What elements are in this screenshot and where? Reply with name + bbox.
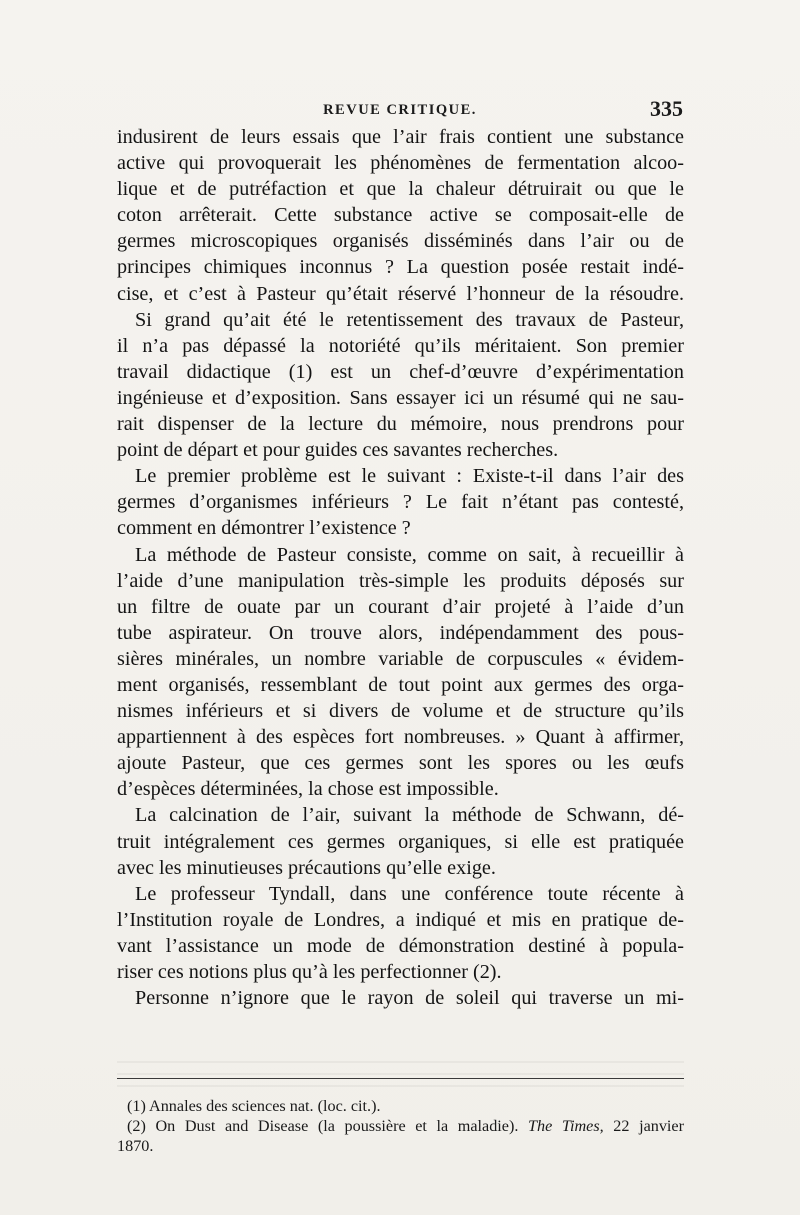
text-line: active qui provoquerait les phénomènes de fermentation alcoo- <box>117 152 684 175</box>
text-line: point de départ et pour guides ces savantes recherches. <box>117 439 559 462</box>
bleed-through-line <box>117 1085 684 1087</box>
page-header <box>117 96 683 120</box>
footnotes <box>117 1096 684 1156</box>
footnote-2-text: (2) On Dust and Disease (la poussière et la maladie). <box>127 1117 529 1135</box>
page-number: 335 <box>650 96 683 121</box>
footnote-2 <box>117 1116 684 1136</box>
text-line: l’aide d’une manipulation très-simple les produits déposés sur <box>117 569 684 592</box>
footnote-2-continuation: 1870. <box>117 1137 154 1155</box>
text-line: cise, et c’est à Pasteur qu’était réservé l’honneur de la résoudre. <box>117 282 684 305</box>
footnote-separator <box>117 1078 684 1079</box>
footnote-1: (1) Annales des sciences nat. (loc. cit.). <box>127 1097 381 1115</box>
running-head: REVUE CRITIQUE. <box>323 102 477 118</box>
text-line: rait dispenser de la lecture du mémoire, nous prendrons pour <box>117 413 684 436</box>
text-line: riser ces notions plus qu’à les perfectionner (2). <box>117 961 502 983</box>
text-line: d’espèces déterminées, la chose est impossible. <box>117 778 499 801</box>
text-line: vant l’assistance un mode de démonstration destiné à popula- <box>117 934 684 957</box>
body-text <box>117 124 684 1011</box>
text-line: avec les minutieuses précautions qu’elle exige. <box>117 856 496 879</box>
text-line: Si grand qu’ait été le retentissement des travaux de Pasteur, <box>135 308 684 331</box>
text-line: germes d’organismes inférieurs ? Le fait n’étant pas contesté, <box>117 491 684 514</box>
text-line: appartiennent à des espèces fort nombreuses. » Quant à affirmer, <box>117 726 684 749</box>
text-line: sières minérales, un nombre variable de corpuscules « évidem- <box>117 647 684 670</box>
text-line: principes chimiques inconnus ? La question posée restait indé- <box>117 256 684 279</box>
text-line: La calcination de l’air, suivant la méthode de Schwann, dé- <box>135 804 684 827</box>
text-line: ment organisés, ressemblant de tout point aux germes des orga- <box>117 673 684 696</box>
text-line: Personne n’ignore que le rayon de soleil qui traverse un mi- <box>135 987 684 1010</box>
bleed-through-line <box>117 1073 684 1075</box>
text-line: ingénieuse et d’exposition. Sans essayer ici un résumé qui ne sau- <box>117 386 684 409</box>
text-line: coton arrêterait. Cette substance active se composait-elle de <box>117 204 684 227</box>
text-line: nismes inférieurs et si divers de volume et de structure qu’ils <box>117 700 684 723</box>
text-line: germes microscopiques organisés disséminés dans l’air ou de <box>117 230 684 253</box>
text-line: lique et de putréfaction et que la chaleur détruirait ou que le <box>117 178 684 201</box>
bleed-through-line <box>117 1061 684 1063</box>
text-line: truit intégralement ces germes organiques, si elle est pratiquée <box>117 830 684 853</box>
text-line: il n’a pas dépassé la notoriété qu’ils méritaient. Son premier <box>117 334 684 357</box>
text-line: indusirent de leurs essais que l’air frais contient une substance <box>117 126 684 148</box>
text-line: l’Institution royale de Londres, a indiqué et mis en pratique de- <box>117 908 684 931</box>
text-line: Le premier problème est le suivant : Existe-t-il dans l’air des <box>135 465 684 488</box>
text-line: un filtre de ouate par un courant d’air projeté à l’aide d’un <box>117 595 684 618</box>
footnote-2-date: 22 janvier <box>603 1117 684 1135</box>
text-line: ajoute Pasteur, que ces germes sont les spores ou les œufs <box>117 752 684 775</box>
text-line: La méthode de Pasteur consiste, comme on sait, à recueillir à <box>135 543 684 566</box>
text-line: travail didactique (1) est un chef-d’œuvre d’expérimentation <box>117 360 684 383</box>
text-line: tube aspirateur. On trouve alors, indépendamment des pous- <box>117 621 684 644</box>
text-line: Le professeur Tyndall, dans une conférence toute récente à <box>135 882 684 905</box>
text-line: comment en démontrer l’existence ? <box>117 517 411 540</box>
footnote-2-journal: The Times, <box>528 1117 604 1135</box>
